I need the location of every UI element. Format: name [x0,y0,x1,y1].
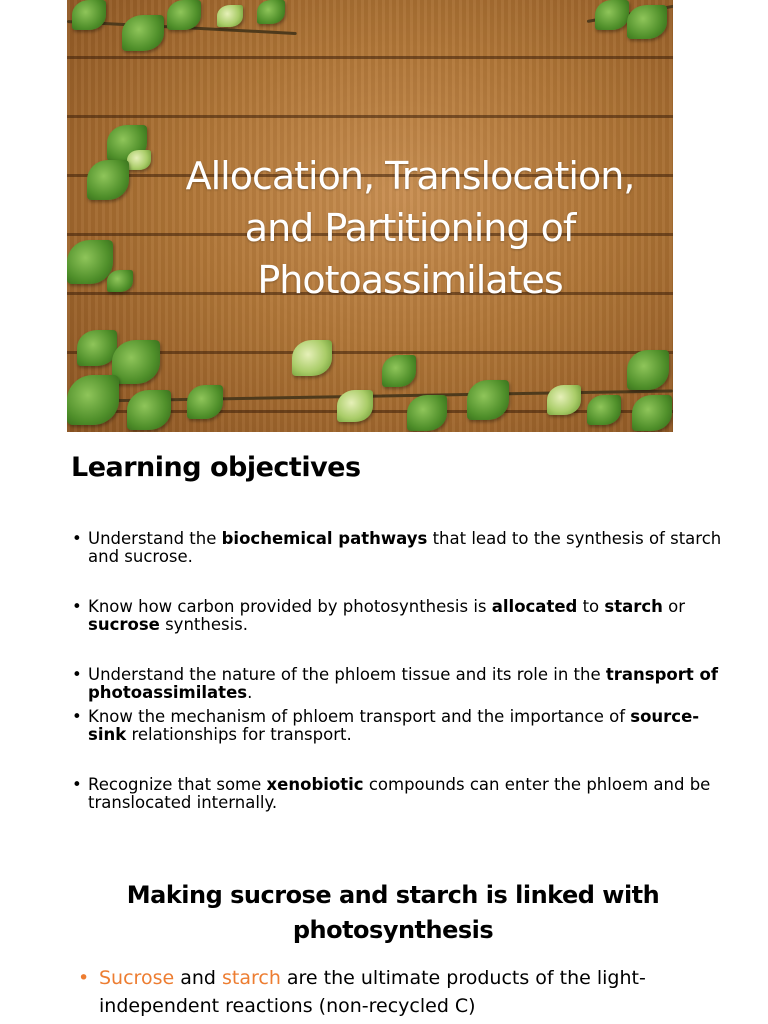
ivy-leaf-icon [257,0,285,24]
list-item: • Understand the nature of the phloem tissue and its role in the transport of photoassimilates. [70,666,730,702]
title-line: Allocation, Translocation, [185,154,635,198]
ivy-leaf-icon [627,350,669,390]
ivy-leaf-icon [77,330,117,366]
list-item: • Know how carbon provided by photosynthesis is allocated to starch or sucrose synthesis. [70,598,730,634]
ivy-leaf-icon [292,340,332,376]
ivy-leaf-icon [127,390,171,430]
ivy-leaf-icon [217,5,243,27]
ivy-leaf-icon [107,270,133,292]
ivy-leaf-icon [382,355,416,387]
ivy-leaf-icon [67,240,113,284]
ivy-leaf-icon [72,0,106,30]
highlight-starch: starch [221,967,281,989]
list-item: • Understand the biochemical pathways that lead to the synthesis of starch and sucrose. [70,530,730,566]
list-item: • Recognize that some xenobiotic compounds can enter the phloem and be translocated internally. [70,776,730,812]
ivy-leaf-icon [595,0,629,30]
title-line: and Partitioning of [244,206,576,250]
ivy-leaf-icon [122,15,164,51]
ivy-leaf-icon [67,375,119,425]
ivy-leaf-icon [127,150,151,170]
ivy-leaf-icon [407,395,447,431]
ivy-leaf-icon [632,395,672,431]
ivy-leaf-icon [167,0,201,30]
learning-objectives-heading: Learning objectives [71,452,361,483]
ivy-leaf-icon [587,395,621,425]
ivy-leaf-icon [337,390,373,422]
objectives-list [70,530,730,812]
highlight-sucrose: Sucrose [99,967,175,989]
ivy-leaf-icon [112,340,160,384]
title-line: Photoassimilates [257,258,563,302]
bullet-icon: • [78,967,90,989]
ivy-leaf-icon [467,380,509,420]
slide-title [167,150,653,306]
ivy-leaf-icon [87,160,129,200]
ivy-leaf-icon [627,5,667,39]
ivy-leaf-icon [547,385,581,415]
slide2-heading: Making sucrose and starch is linked with photosynthesis [126,881,660,944]
title-slide [67,0,673,432]
list-item: • Know the mechanism of phloem transport and the importance of source-sink relationships for transport. [70,708,730,744]
slide2-bullet: • Sucrose and starch are the ultimate products of the light-independent reactions (non-recycled C) [78,964,699,1020]
ivy-leaf-icon [187,385,223,419]
